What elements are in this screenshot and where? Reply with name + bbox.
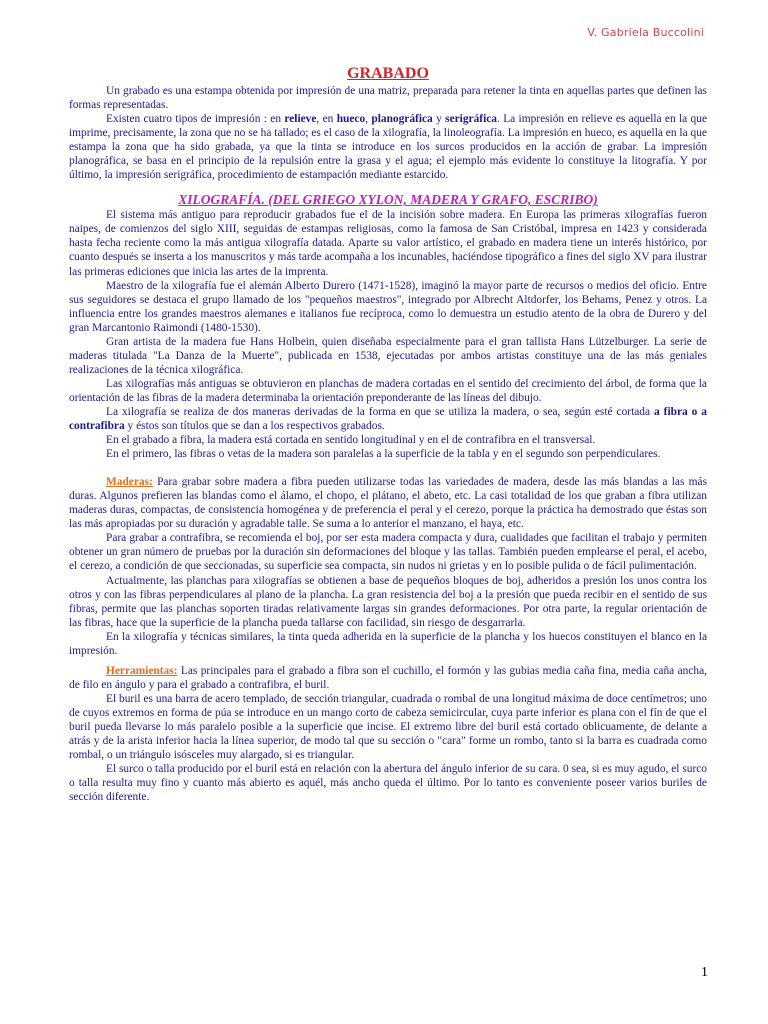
maderas-paragraph-2: Para grabar a contrafibra, se recomienda el boj, por ser esta madera compacta y dura, cualidades que facilitan el trabajo y permiten obtener un gran número de pruebas por la duración sin deformaciones del bloque y las tallas. También pueden emplearse el peral, el acebo, el cerezo, a condición de que seccionadas, su superficie sea compacta, sin nudos ni grietas y en lo posible pulida o de fácil pulimentación. — [69, 532, 707, 573]
maderas-paragraph-4: En la xilografía y técnicas similares, la tinta queda adherida en la superficie de la plancha y los huecos constituyen el blanco en la impresión. — [69, 630, 707, 657]
term-fibra-contrafibra: a fibra o a contrafibra — [69, 405, 707, 433]
author-name: V. Gabriela Buccolini — [587, 26, 704, 39]
xilografia-paragraph-1: El sistema más antiguo para reproducir grabados fue el de la incisión sobre madera. En Europa las primeras xilografías fueron naipes, de comienzos del siglo XIII, seguidas de estampas religiosas, como la famosa de San Cristóbal, impresa en 1423 y considerada hasta fecha reciente como la más antigua xilografía datada. Aparte su valor artístico, el grabado en madera tiene un interés histórico, por cuanto después se inserta a los manuscritos y más tarde acompaña a los incunables, haciéndose tipográfico a fines del siglo XV para ilustrar las primeras ediciones que inicia las artes de la imprenta. — [69, 209, 707, 278]
term-hueco: hueco — [336, 113, 366, 126]
herramientas-label: Herramientas: — [106, 664, 178, 677]
xilografia-paragraph-2: Maestro de la xilografía fue el alemán Alberto Durero (1471-1528), imaginó la mayor parte de recursos o medios del oficio. Entre sus seguidores se destaca el grupo llamado de los "pequeños maestros", integrado por Albrecht Altdorfer, los Behams, Penez y otros. La influencia entre los grandes maestros alemanes e italianos fue recíproca, como lo demuestra un estudio atento de la obra de Durero y del gran Marcantonio Raimondi (1480-1530). — [69, 279, 707, 334]
intro-paragraph-1: Un grabado es una estampa obtenida por impresión de una matriz, preparada para retener la tinta en aquellas partes que definen las formas representadas. — [69, 85, 707, 112]
herramientas-paragraph-3: El surco o talla producido por el buril está en relación con la abertura del ángulo inferior de su cara. 0 sea, si es muy agudo, el surco o talla resulta muy fino y cuanto más abierto es aquél, más ancho queda el último. Por lo tanto es conveniente poseer varios buriles de sección diferente. — [69, 763, 707, 804]
maderas-paragraph-1: Maderas: Para grabar sobre madera a fibra pueden utilizarse todas las variedades de madera, desde las más blandas a las más duras. Algunos prefieren las blandas como el álamo, el chopo, el plátano, el abeto, etc. La casi totalidad de los que graban a fibra utilizan maderas duras, compactas, de consistencia homogénea y de preferencia el peral y el cerezo, porque la práctica ha demostrado que éstas son las más apropiadas por su duración y agradable talle. Se suma a lo anterior el manzano, el haya, etc. — [69, 476, 707, 531]
maderas-label: Maderas: — [106, 476, 153, 489]
xilografia-paragraph-4: Las xilografías más antiguas se obtuvieron en planchas de madera cortadas en el sentido del crecimiento del árbol, de forma que la orientación de las fibras de la madera determinaba la orientación preponderante de las líneas del dibujo. — [69, 377, 707, 404]
term-planografica: planográfica — [371, 113, 433, 126]
term-relieve: relieve — [284, 113, 317, 126]
section-title-xilografia: XILOGRAFÍA. (DEL GRIEGO XYLON, MADERA Y GRAFO, ESCRIBO) — [178, 192, 598, 208]
document-body — [69, 64, 707, 804]
page-number: 1 — [701, 965, 708, 980]
maderas-paragraph-3: Actualmente, las planchas para xilografías se obtienen a base de pequeños bloques de boj, adheridos a presión los unos contra los otros y con las fibras perpendiculares al plano de la plancha. La gran resistencia del boj a la presión que pueda recibir en el sentido de sus fibras, permite que las planchas soporten tiradas relativamente largas sin grandes deformaciones. Por otra parte, la regular orientación de las fibras, hace que la superficie de la plancha pueda tallarse con facilidad, sin riesgo de desgarrarla. — [69, 574, 707, 629]
spacer — [69, 461, 707, 475]
term-serigrafica: serigráfica — [445, 113, 498, 126]
herramientas-paragraph-2: El buril es una barra de acero templado, de sección triangular, cuadrada o rombal de una longitud máxima de doce centímetros; uno de cuyos extremos en forma de púa se introduce en un mango corto de cabeza semicircular, cuya parte inferior es plana con el fín de que el buril pueda llevarse lo más paralelo posible a la superficie que incise. El extremo libre del buril está cortado oblicuamente, de delante a atrás y de la arista inferior hacia la línea superior, de modo tal que su sección o "cara" forme un rombo, tanto si la barra es cuadrada como rombal, o un triángulo isósceles muy alargado, si es triangular. — [69, 692, 707, 762]
intro-paragraph-2: Existen cuatro tipos de impresión : en relieve, en hueco, planográfica y serigráfica. La impresión en relieve es aquella en la que imprime, precisamente, la zona que no se ha tallado; es el caso de la xilografía, la linoleografía. La impresión en hueco, es aquella en la que estampa la zona que ha sido grabada, ya que la tinta se introduce en los surcos producidos en la acción de grabar. La impresión planográfica, se basa en el principio de la repulsión entre la grasa y el agua; el ejemplo más evidente lo constituye la litografía. Y por último, la impresión serigráfica, procedimiento de estampación mediante estarcido. — [69, 113, 708, 182]
herramientas-paragraph-1: Herramientas: Las principales para el grabado a fibra son el cuchillo, el formón y las gubias media caña fina, media caña ancha, de filo en ángulo y para el grabado a contrafibra, el buril. — [69, 664, 707, 691]
xilografia-paragraph-3: Gran artista de la madera fue Hans Holbein, quien diseñaba especialmente para el gran tallista Hans Lützelburger. La serie de maderas titulada "La Danza de la Muerte", publicada en 1538, ejecutadas por ambos artistas constituye una de las más geniales realizaciones de la técnica xilográfica. — [69, 335, 707, 376]
document-title: GRABADO — [347, 65, 429, 82]
xilografia-paragraph-7: En el primero, las fibras o vetas de la madera son paralelas a la superficie de la tabla y en el segundo son perpendiculares. — [106, 448, 661, 461]
xilografia-paragraph-5: La xilografía se realiza de dos maneras derivadas de la forma en que se utiliza la madera, o sea, según esté cortada a fibra o a contrafibra y éstos son títulos que se dan a los respectivos grabados. — [69, 405, 707, 433]
xilografia-paragraph-6: En el grabado a fibra, la madera está cortada en sentido longitudinal y en el de contrafibra en el transversal. — [106, 434, 596, 447]
